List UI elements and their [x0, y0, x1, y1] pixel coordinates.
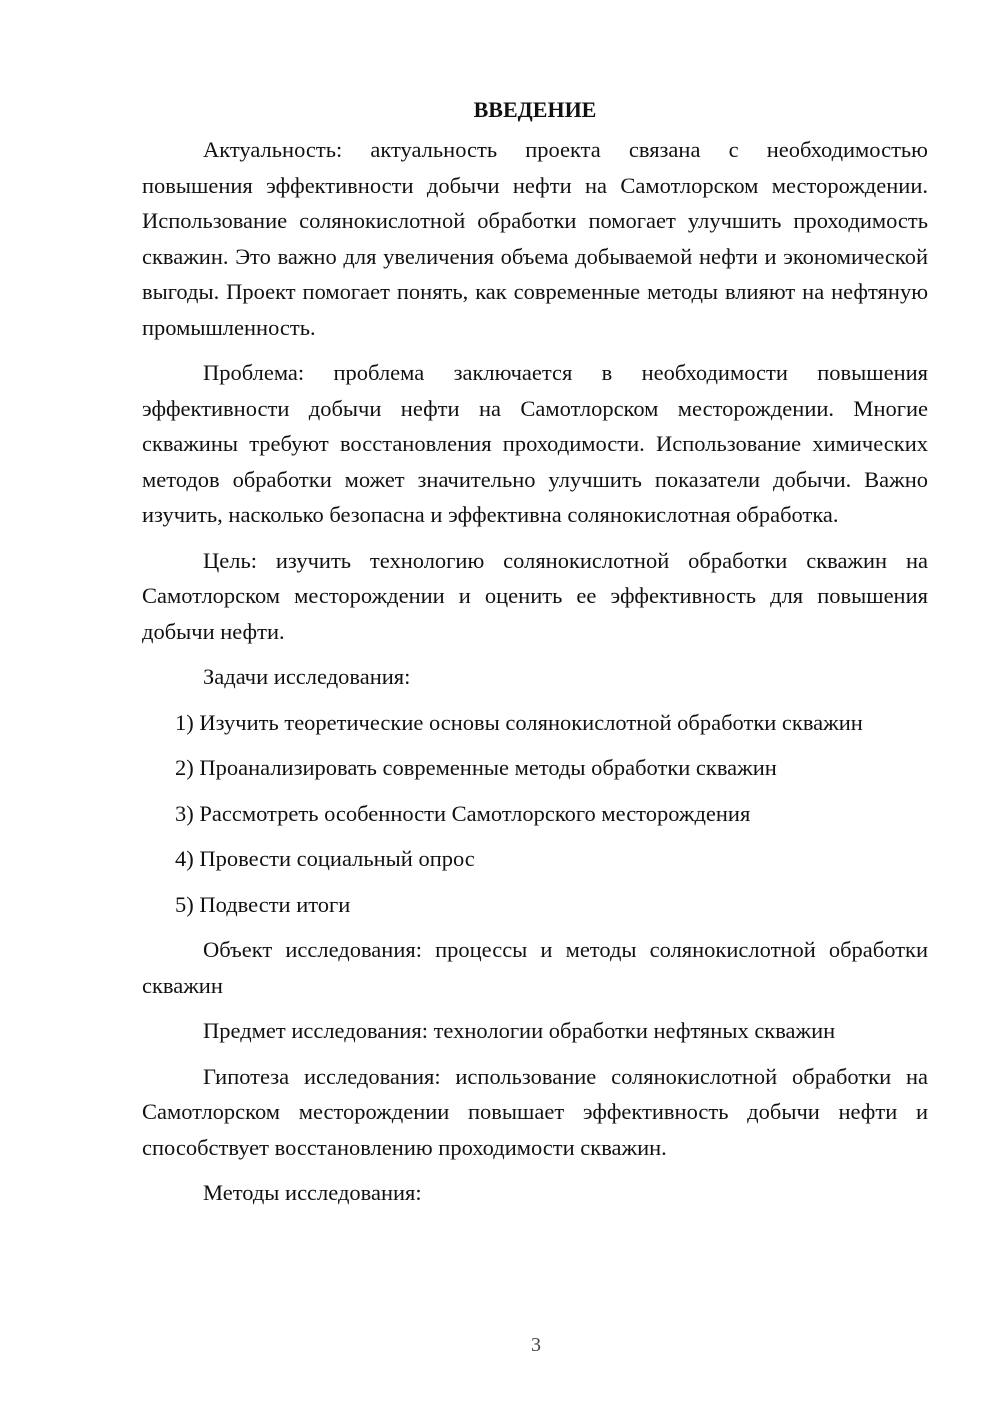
subject-paragraph: Предмет исследования: технологии обработки нефтяных скважин: [203, 1018, 836, 1043]
task-item-2: 2) Проанализировать современные методы обработки скважин: [175, 755, 777, 780]
object-paragraph: Объект исследования: процессы и методы солянокислотной обработки скважин: [142, 937, 928, 998]
document-page: [142, 92, 928, 1221]
problem-paragraph: Проблема: проблема заключается в необходимости повышения эффективности добычи нефти на Самотлорском месторождении. Многие скважины требуют восстановления проходимости. Использование химических методов обработки может значительно улучшить показатели добычи. Важно изучить, насколько безопасна и эффективна солянокислотная обработка.: [142, 360, 928, 527]
task-item-4: 4) Провести социальный опрос: [175, 846, 475, 871]
document-title: ВВЕДЕНИЕ: [473, 97, 597, 122]
task-item-5: 5) Подвести итоги: [175, 891, 351, 917]
task-item-1: 1) Изучить теоретические основы солянокислотной обработки скважин: [175, 709, 863, 735]
page-number: 3: [531, 1334, 541, 1356]
task-item-3: 3) Рассмотреть особенности Самотлорского месторождения: [175, 800, 751, 826]
tasks-heading: Задачи исследования:: [203, 664, 411, 689]
hypothesis-paragraph: Гипотеза исследования: использование солянокислотной обработки на Самотлорском месторождении повышает эффективность добычи нефти и способствует восстановлению проходимости скважин.: [142, 1063, 928, 1160]
methods-heading: Методы исследования:: [203, 1180, 422, 1205]
goal-paragraph: Цель: изучить технологию солянокислотной обработки скважин на Самотлорском месторождении и оценить ее эффективность для повышения добычи нефти.: [142, 547, 928, 644]
relevance-paragraph: Актуальность: актуальность проекта связана с необходимостью повышения эффективности добычи нефти на Самотлорском месторождении. Использование солянокислотной обработки помогает улучшить проходимость скважин. Это важно для увеличения объема добываемой нефти и экономической выгоды. Проект помогает понять, как современные методы влияют на нефтяную промышленность.: [142, 137, 928, 340]
